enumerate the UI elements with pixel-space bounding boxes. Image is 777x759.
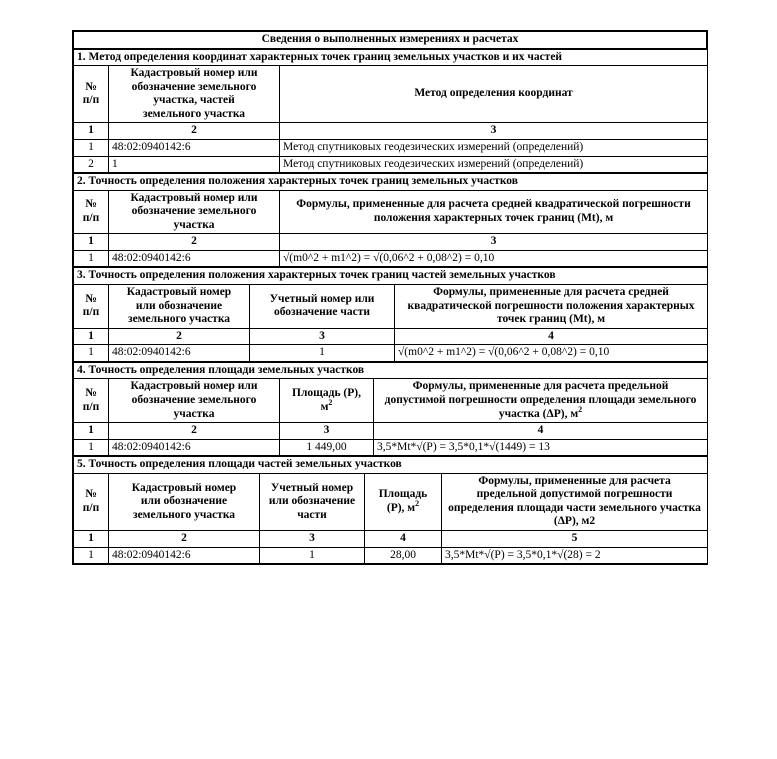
section-5-col4-header: [365, 473, 442, 530]
col4-line2: допустимой погрешности определения площади земельного: [384, 393, 697, 406]
part-number: 1: [260, 547, 365, 564]
cadastral-number: 48:02:0940142:6: [109, 139, 280, 156]
section-2-table: [73, 173, 708, 267]
col3-line1: Формулы, примененные для расчета средней квадратической погрешности: [296, 198, 691, 211]
col5-line1: Формулы, примененные для расчета: [478, 474, 671, 487]
row-index: 1: [74, 345, 109, 362]
section-1-header-row: [74, 66, 708, 123]
section-2-colnum-2: 2: [109, 234, 280, 251]
col2-line1: Кадастровый номер или: [130, 380, 258, 393]
section-5-heading: 5. Точность определения площади частей земельных участков: [74, 457, 708, 474]
col2-line1: Кадастровый номер или: [130, 191, 258, 204]
section-3-col3-header: [250, 285, 395, 329]
cadastral-number: 48:02:0940142:6: [109, 345, 250, 362]
col2-line1: Кадастровый номер: [126, 286, 232, 298]
section-3-colnum-3: 3: [250, 328, 395, 345]
section-1-col1-header: [74, 66, 109, 123]
section-2-heading-row: [74, 174, 708, 191]
section-4-heading-row: [74, 362, 708, 379]
section-5-col2-header: [109, 473, 260, 530]
col1-line1: №: [85, 80, 97, 93]
col2-line3: земельного участка: [132, 508, 236, 521]
section-5-col3-header: [260, 473, 365, 530]
section-3-column-number-row: [74, 328, 708, 345]
col4-line1: Формулы, примененные для расчета средней: [433, 286, 669, 298]
col3-line2: обозначение части: [273, 306, 371, 319]
section-4-col3-header: [280, 379, 374, 423]
col1-line1: №: [85, 387, 97, 400]
section-5-colnum-3: 3: [260, 531, 365, 548]
col3-line2: или обозначение: [268, 495, 356, 508]
section-4-col1-header: [74, 379, 109, 423]
section-3-colnum-1: 1: [74, 328, 109, 345]
table-row: [74, 156, 708, 173]
accuracy-formula: √(m0^2 + m1^2) = √(0,06^2 + 0,08^2) = 0,10: [395, 345, 708, 362]
document-title-row: [74, 32, 707, 49]
cadastral-number: 48:02:0940142:6: [109, 439, 280, 456]
section-4-column-number-row: [74, 423, 708, 440]
area-accuracy-formula: 3,5*Mt*√(P) = 3,5*0,1*√(1449) = 13: [374, 439, 708, 456]
col1-line2: п/п: [82, 501, 100, 514]
row-index: 1: [74, 139, 109, 156]
cadastral-number: 48:02:0940142:6: [109, 547, 260, 564]
table-row: [74, 547, 708, 564]
section-2-col1-header: [74, 190, 109, 234]
section-5-column-number-row: [74, 531, 708, 548]
section-3-col2-header: [109, 285, 250, 329]
col2-line1: Кадастровый номер: [131, 481, 237, 494]
area-value: 28,00: [365, 547, 442, 564]
section-5-colnum-2: 2: [109, 531, 260, 548]
col3-unit-sup: 2: [328, 397, 333, 407]
section-5-table: [73, 456, 708, 564]
col2-line3: участка: [173, 407, 215, 420]
section-1-col2-header: [109, 66, 280, 123]
section-3-heading: 3. Точность определения положения характерных точек границ частей земельных участков: [74, 268, 708, 285]
section-1-heading-row: [74, 49, 708, 66]
col3-line3: части: [297, 508, 327, 521]
coordinate-method: Метод спутниковых геодезических измерений (определений): [280, 139, 708, 156]
col3-line2: положения характерных точек границ (Mt), м: [373, 211, 614, 224]
col4-unit-sup: 2: [578, 404, 583, 414]
row-index: 1: [74, 250, 109, 267]
section-3-table: [73, 267, 708, 361]
col1-line2: п/п: [82, 94, 100, 107]
section-5-heading-row: [74, 457, 708, 474]
section-5-col1-header: [74, 473, 109, 530]
area-accuracy-formula: 3,5*Mt*√(P) = 3,5*0,1*√(28) = 2: [442, 547, 708, 564]
section-5-colnum-4: 4: [365, 531, 442, 548]
col5-line3: определения площади части земельного участка: [448, 501, 701, 514]
section-1-heading: 1. Метод определения координат характерных точек границ земельных участков и их частей: [74, 49, 708, 66]
cadastral-number: 48:02:0940142:6: [109, 250, 280, 267]
col4-line3: участка (ΔP), м: [498, 407, 579, 420]
col3-line1: Метод определения координат: [414, 87, 573, 100]
col5-line2: предельной допустимой погрешности: [476, 488, 673, 501]
col2-line3: участка: [173, 218, 215, 231]
col3-line1: Учетный номер: [270, 481, 354, 494]
section-4-header-row: [74, 379, 708, 423]
col4-line1: Площадь: [378, 488, 428, 501]
section-3-colnum-4: 4: [395, 328, 708, 345]
section-4-heading: 4. Точность определения площади земельных участков: [74, 362, 708, 379]
table-row: [74, 250, 708, 267]
section-2-column-number-row: [74, 234, 708, 251]
col2-line2: или обозначение: [140, 495, 228, 508]
section-3-colnum-2: 2: [109, 328, 250, 345]
section-4-colnum-2: 2: [109, 423, 280, 440]
col4-line1: Формулы, примененные для расчета предельной: [412, 380, 669, 393]
section-1-table: [73, 49, 708, 174]
col2-line4: земельного участка: [142, 107, 246, 120]
section-2-col3-header: [280, 190, 708, 234]
col5-line4: (ΔP), м2: [553, 515, 596, 528]
table-row: [74, 345, 708, 362]
section-4-colnum-4: 4: [374, 423, 708, 440]
section-5-colnum-1: 1: [74, 531, 109, 548]
area-value: 1 449,00: [280, 439, 374, 456]
section-1-column-number-row: [74, 123, 708, 140]
section-4-table: [73, 362, 708, 456]
col2-line2: обозначение земельного: [131, 205, 257, 218]
measurement-report-document: [72, 30, 708, 565]
section-2-colnum-1: 1: [74, 234, 109, 251]
table-row: [74, 139, 708, 156]
section-3-header-row: [74, 285, 708, 329]
section-1-colnum-1: 1: [74, 123, 109, 140]
col1-line1: №: [85, 488, 97, 501]
col1-line2: п/п: [82, 306, 100, 319]
document-title-table: [73, 31, 707, 49]
col3-line1: Учетный номер или: [269, 292, 375, 305]
section-5-colnum-5: 5: [442, 531, 708, 548]
section-4-colnum-3: 3: [280, 423, 374, 440]
document-title: Сведения о выполненных измерениях и расчетах: [74, 32, 707, 49]
row-index: 1: [74, 439, 109, 456]
table-row: [74, 439, 708, 456]
col4-line3: точек границ (Mt), м: [496, 313, 606, 326]
section-1-colnum-3: 3: [280, 123, 708, 140]
col2-line2: обозначение земельного: [131, 393, 257, 406]
section-2-heading: 2. Точность определения положения характерных точек границ земельных участков: [74, 174, 708, 191]
section-5-header-row: [74, 473, 708, 530]
coordinate-method: Метод спутниковых геодезических измерений (определений): [280, 156, 708, 173]
col4-line2: (Р), м: [386, 501, 416, 514]
section-1-colnum-2: 2: [109, 123, 280, 140]
col4-line2: квадратической погрешности положения характерных: [407, 299, 695, 312]
section-1-col3-header: [280, 66, 708, 123]
col2-line2: обозначение земельного: [131, 80, 257, 93]
row-index: 1: [74, 547, 109, 564]
part-number: 1: [250, 345, 395, 362]
section-3-col1-header: [74, 285, 109, 329]
row-index: 2: [74, 156, 109, 173]
section-3-heading-row: [74, 268, 708, 285]
col2-line2: или обозначение: [135, 299, 223, 312]
section-5-col5-header: [442, 473, 708, 530]
cadastral-number: 1: [109, 156, 280, 173]
section-3-col4-header: [395, 285, 708, 329]
section-2-colnum-3: 3: [280, 234, 708, 251]
col3-line1: Площадь (Р),: [292, 387, 361, 400]
col1-line2: п/п: [82, 400, 100, 413]
section-4-colnum-1: 1: [74, 423, 109, 440]
section-2-col2-header: [109, 190, 280, 234]
col2-line3: земельного участка: [127, 313, 231, 326]
col1-line2: п/п: [82, 211, 100, 224]
section-2-header-row: [74, 190, 708, 234]
col2-line3: участка, частей: [153, 94, 235, 107]
section-4-col2-header: [109, 379, 280, 423]
col2-line1: Кадастровый номер или: [130, 67, 258, 80]
col3-line2: м: [320, 400, 329, 413]
col1-line1: №: [85, 292, 97, 305]
col4-unit-sup: 2: [415, 499, 420, 509]
section-4-col4-header: [374, 379, 708, 423]
col1-line1: №: [85, 198, 97, 211]
accuracy-formula: √(m0^2 + m1^2) = √(0,06^2 + 0,08^2) = 0,10: [280, 250, 708, 267]
